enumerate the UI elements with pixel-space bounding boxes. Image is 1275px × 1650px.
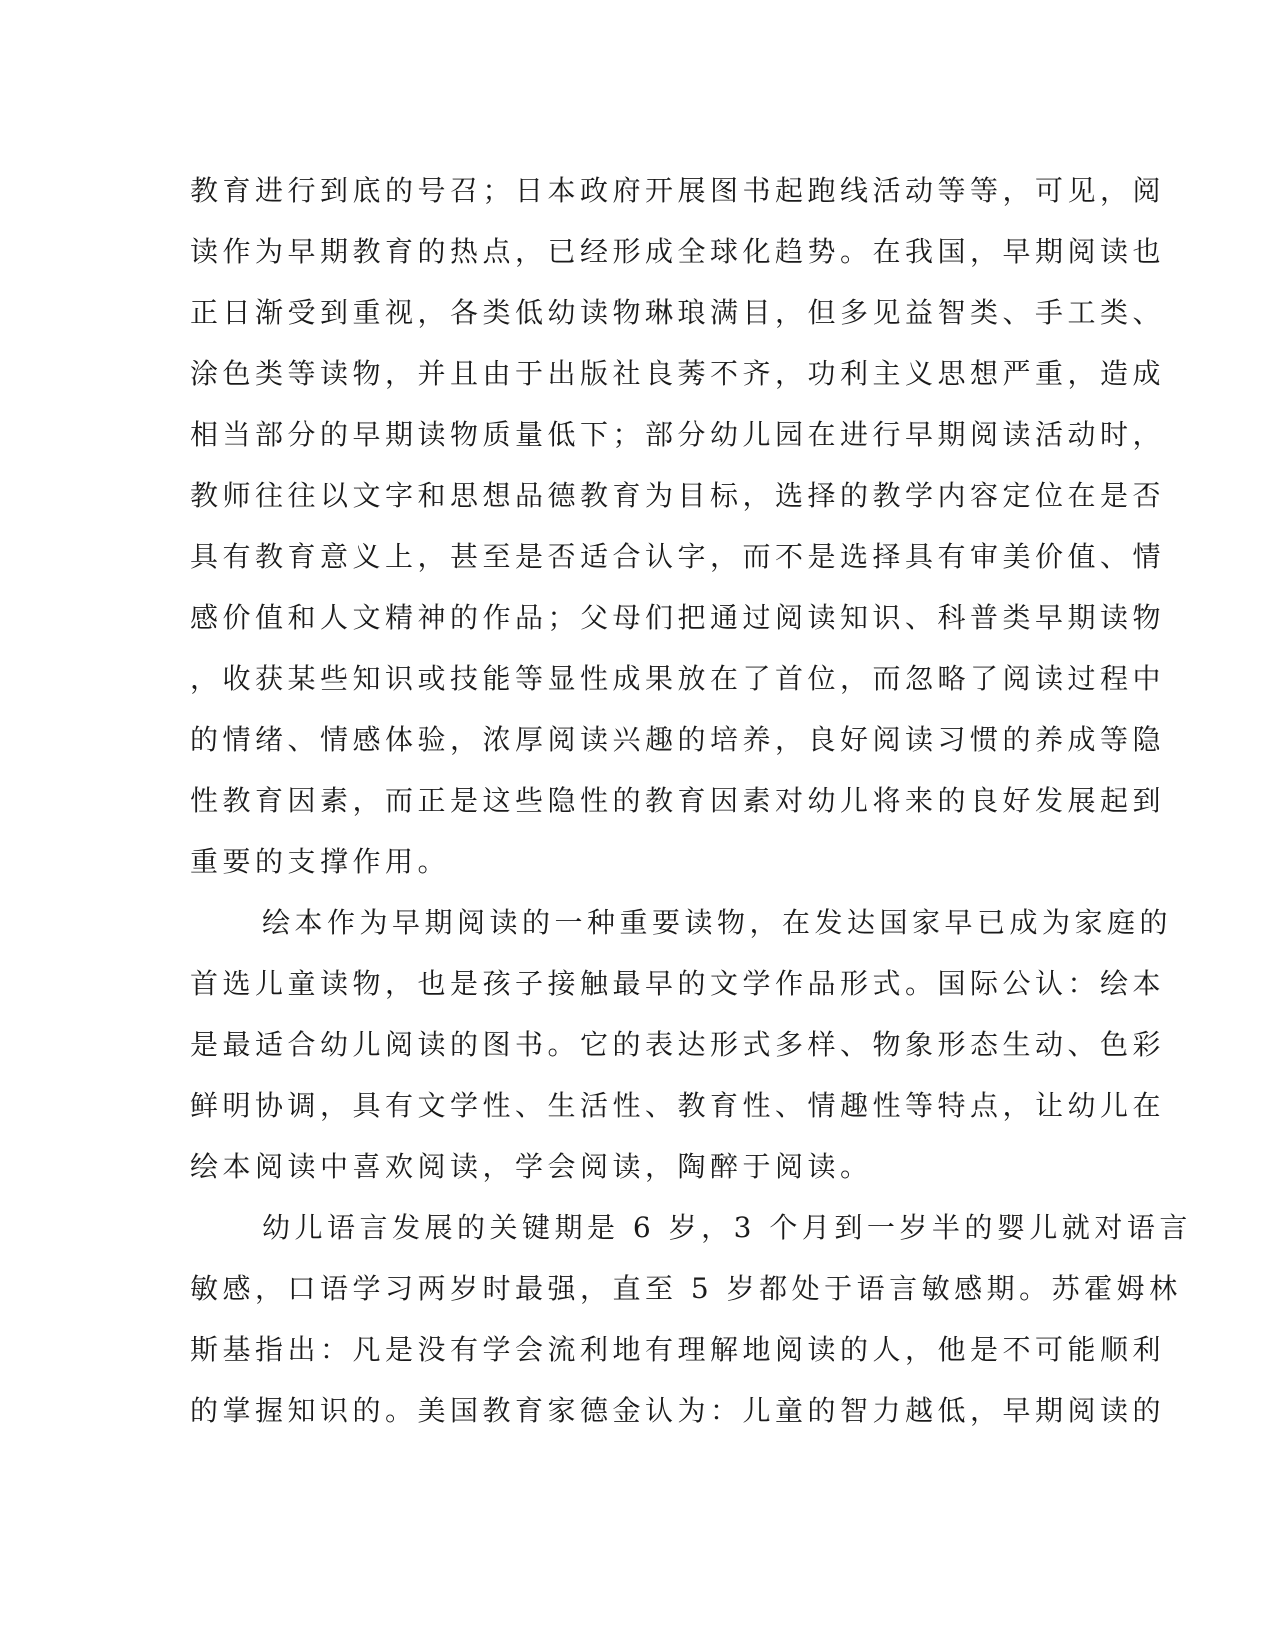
paragraph-language-development (190, 1197, 1192, 1441)
text-line: 性教育因素，而正是这些隐性的教育因素对幼儿将来的良好发展起到 (190, 784, 1166, 817)
text-line: 教育进行到底的号召；日本政府开展图书起跑线活动等等，可见，阅 (190, 174, 1166, 207)
text-line: 敏感，口语学习两岁时最强，直至 5 岁都处于语言敏感期。苏霍姆林 (190, 1272, 1182, 1305)
text-line: 教师往往以文字和思想品德教育为目标，选择的教学内容定位在是否 (190, 479, 1166, 512)
text-line: 的情绪、情感体验，浓厚阅读兴趣的培养，良好阅读习惯的养成等隐 (190, 723, 1166, 756)
text-line: 首选儿童读物，也是孩子接触最早的文学作品形式。国际公认：绘本 (190, 967, 1166, 1000)
text-line: 的掌握知识的。美国教育家德金认为：儿童的智力越低，早期阅读的 (190, 1394, 1166, 1427)
text-line: 鲜明协调，具有文学性、生活性、教育性、情趣性等特点，让幼儿在 (190, 1089, 1166, 1122)
text-line: 绘本阅读中喜欢阅读，学会阅读，陶醉于阅读。 (190, 1150, 873, 1183)
text-line: 幼儿语言发展的关键期是 6 岁，3 个月到一岁半的婴儿就对语言 (262, 1211, 1192, 1244)
text-line: 重要的支撑作用。 (190, 845, 451, 878)
text-line: 斯基指出：凡是没有学会流利地有理解地阅读的人，他是不可能顺利 (190, 1333, 1166, 1366)
text-line: 是最适合幼儿阅读的图书。它的表达形式多样、物象形态生动、色彩 (190, 1028, 1166, 1061)
text-line: 正日渐受到重视，各类低幼读物琳琅满目，但多见益智类、手工类、 (190, 296, 1166, 329)
body-text (190, 160, 1192, 1441)
paragraph-picture-books (190, 892, 1173, 1197)
text-line: 相当部分的早期读物质量低下；部分幼儿园在进行早期阅读活动时， (190, 418, 1166, 451)
text-line: 读作为早期教育的热点，已经形成全球化趋势。在我国，早期阅读也 (190, 235, 1166, 268)
text-line: 涂色类等读物，并且由于出版社良莠不齐，功利主义思想严重，造成 (190, 357, 1166, 390)
text-line: 感价值和人文精神的作品；父母们把通过阅读知识、科普类早期读物 (190, 601, 1166, 634)
paragraph-continued (190, 160, 1166, 892)
text-line: 绘本作为早期阅读的一种重要读物，在发达国家早已成为家庭的 (262, 906, 1173, 939)
text-line: ，收获某些知识或技能等显性成果放在了首位，而忽略了阅读过程中 (190, 662, 1166, 695)
text-line: 具有教育意义上，甚至是否适合认字，而不是选择具有审美价值、情 (190, 540, 1166, 573)
